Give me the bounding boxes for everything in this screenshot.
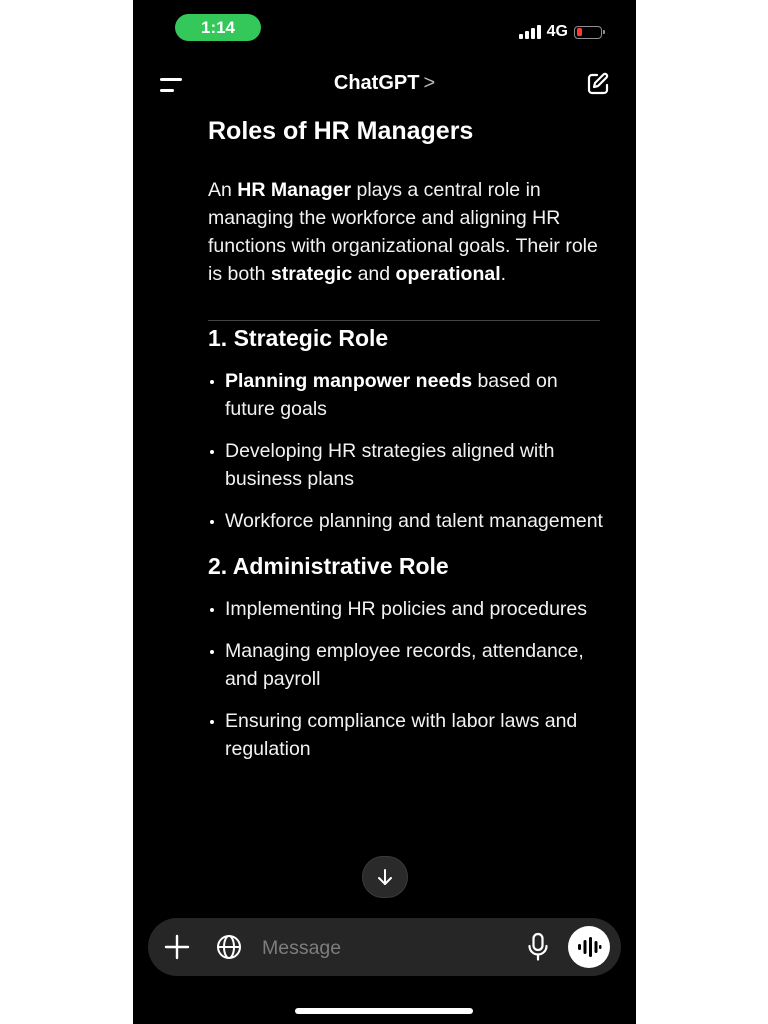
response-heading: Roles of HR Managers — [208, 117, 474, 145]
battery-icon — [574, 26, 602, 39]
intro-text-3: and — [352, 263, 396, 285]
scroll-to-bottom-button[interactable] — [362, 856, 408, 898]
administrative-list — [208, 595, 608, 763]
section-title-administrative: 2. Administrative Role — [208, 553, 449, 579]
intro-paragraph — [208, 176, 608, 288]
list-item-text: Managing employee records, attendance, and payroll — [225, 640, 584, 690]
voice-mode-icon — [576, 936, 602, 958]
app-header — [133, 64, 636, 106]
list-item-bold: Planning manpower needs — [225, 370, 473, 392]
chevron-right-icon: > — [423, 72, 436, 94]
list-item-text: Implementing HR policies and procedures — [225, 598, 588, 620]
new-chat-icon[interactable] — [584, 70, 612, 98]
intro-text-2: plays a central role in managing the workforce and aligning HR functions with organizational goals. Their role is both — [208, 179, 598, 285]
intro-bold-3: operational — [395, 263, 501, 285]
intro-bold-1: HR Manager — [237, 179, 352, 201]
phone-screen — [133, 0, 636, 1024]
page-title: ChatGPT — [333, 72, 420, 94]
voice-mode-button[interactable] — [568, 926, 610, 968]
section-title-strategic: 1. Strategic Role — [208, 325, 389, 351]
message-composer — [148, 918, 621, 976]
intro-bold-2: strategic — [270, 263, 353, 285]
intro-text-1: An — [208, 179, 238, 201]
list-item-text: based on future goals — [225, 370, 558, 420]
plus-icon[interactable] — [164, 934, 190, 960]
message-input[interactable] — [260, 932, 514, 964]
list-item-text: Developing HR strategies aligned with business plans — [225, 440, 555, 490]
network-type: 4G — [546, 23, 568, 40]
list-item-text: Ensuring compliance with labor laws and regulation — [225, 710, 578, 760]
intro-text-4: . — [500, 263, 507, 285]
list-item — [208, 595, 608, 623]
home-indicator[interactable] — [295, 1008, 473, 1014]
list-item — [208, 637, 608, 693]
status-indicators — [519, 22, 602, 42]
cellular-signal-icon — [519, 25, 541, 39]
list-item — [208, 437, 608, 493]
list-item-text: Workforce planning and talent management — [225, 510, 603, 532]
chat-response — [208, 112, 608, 777]
arrow-down-icon — [375, 867, 395, 887]
list-item — [208, 707, 608, 763]
list-item — [208, 507, 608, 535]
strategic-list — [208, 367, 608, 535]
list-item — [208, 367, 608, 423]
globe-icon[interactable] — [216, 934, 242, 960]
status-time: 1:14 — [175, 14, 261, 41]
microphone-icon[interactable] — [527, 932, 549, 962]
model-selector[interactable] — [133, 72, 636, 95]
